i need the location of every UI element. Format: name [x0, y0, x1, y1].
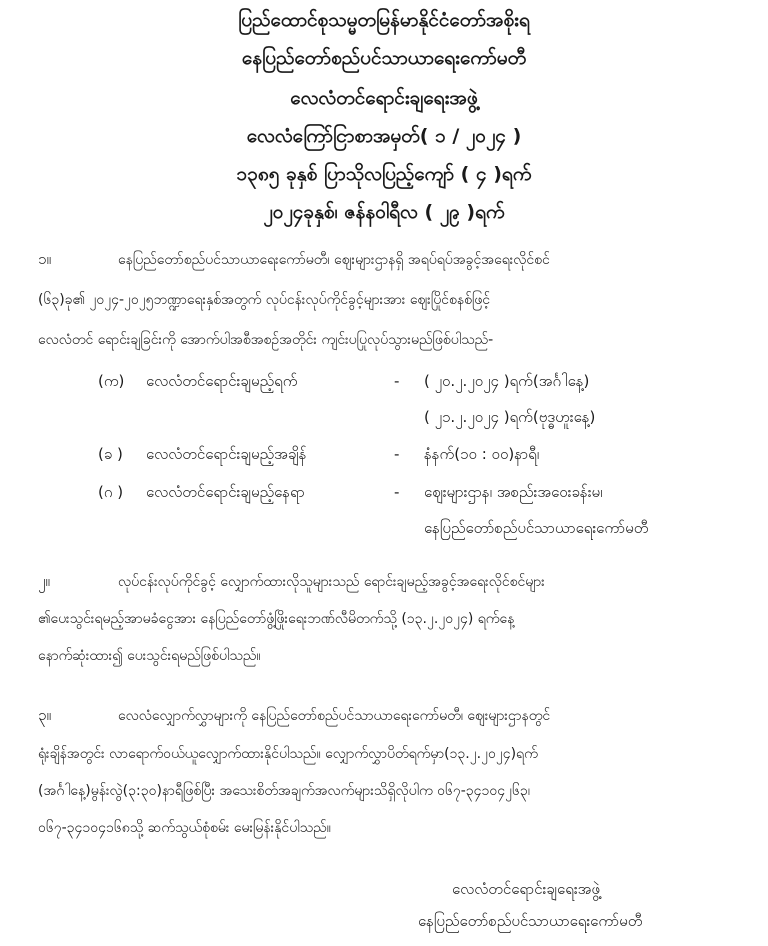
paragraph-2-line-3: နောက်ဆုံးထား၍ ပေးသွင်းရမည်ဖြစ်ပါသည်။ [38, 648, 261, 664]
paragraph-1-line-3: လေလံတင် ရောင်းချခြင်းကို အောက်ပါအစီအစဉ်အတိုင်း ကျင်းပပြုလုပ်သွားမည်ဖြစ်ပါသည်- [38, 332, 494, 348]
schedule-row [98, 443, 758, 465]
schedule-row [98, 370, 758, 392]
schedule-list [98, 370, 758, 545]
schedule-dash: - [394, 483, 400, 501]
schedule-label: (က) [98, 372, 125, 390]
header-committee: နေပြည်တော်စည်ပင်သာယာရေးကော်မတီ [241, 47, 527, 69]
schedule-value: ( ၂၀.၂.၂၀၂၄ )ရက်(အင်္ဂါနေ့) [424, 372, 590, 390]
paragraph-3-number: ၃။ [38, 706, 51, 724]
paragraph-1-line-2: (၆၃)ခု၏ ၂၀၂၄-၂၀၂၅ဘဏ္ဍာရေးနှစ်အတွက် လုပ်ငန်းလုပ်ကိုင်ခွင့်များအား ဈေးပြိုင်စနစ်ဖြင့် [38, 292, 491, 308]
header-auction-board: လေလံတင်ရောင်းချရေးအဖွဲ့ [290, 87, 478, 109]
signature-committee: နေပြည်တော်စည်ပင်သာယာရေးကော်မတီ [418, 912, 643, 930]
schedule-label: (ဂ ) [98, 483, 124, 501]
paragraph-3-line-4: ၀၆၇-၃၄၁၀၄၁၆၈သို့ ဆက်သွယ်စုံစမ်း မေးမြန်းနိုင်ပါသည်။ [38, 820, 331, 836]
schedule-row [98, 517, 758, 539]
paragraph-1-number: ၁။ [38, 250, 51, 268]
schedule-value: ( ၂၁.၂.၂၀၂၄ )ရက်(ဗုဒ္ဓဟူးနေ့) [424, 408, 596, 426]
schedule-row [98, 406, 758, 428]
header-government: ပြည်ထောင်စုသမ္မတမြန်မာနိုင်ငံတော်အစိုးရ [238, 9, 530, 31]
paragraph-2-line-2: ၏ပေးသွင်းရမည့်အာမခံငွေအား နေပြည်တော်ဖွံ့ဖြိုးရေးဘဏ်လီမိတက်သို့ (၁၃.၂.၂၀၂၄) ရက်နေ့ [38, 611, 515, 627]
schedule-value: နံနက်(၁၀ : ၀၀)နာရီ၊ [424, 445, 540, 463]
schedule-item: လေလံတင်ရောင်းချမည့်ရက် [146, 372, 298, 390]
paragraph-2-number: ၂။ [38, 572, 50, 590]
paragraph-2-line-1: လုပ်ငန်းလုပ်ကိုင်ခွင့် လျှောက်ထားလိုသူများသည် ရောင်းချမည့်အခွင့်အရေးလိုင်စင်များ [118, 574, 545, 590]
paragraph-3-line-2: ရုံးချိန်အတွင်း လာရောက်ဝယ်ယူလျှောက်ထားနိုင်ပါသည်။ လျှောက်လွှာပိတ်ရက်မှာ(၁၃.၂.၂၀၂၄)ရက် [38, 746, 538, 762]
header-myanmar-date: ၁၃၈၅ ခုနှစ် ပြာသိုလပြည့်ကျော် ( ၄ )ရက် [236, 163, 532, 185]
schedule-label: (ခ ) [98, 445, 123, 463]
schedule-dash: - [394, 445, 400, 463]
header-notice-number: လေလံကြော်ငြာစာအမှတ်( ၁ / ၂၀၂၄ ) [246, 125, 522, 147]
paragraph-3-line-3: (အင်္ဂါနေ့)မွန်းလွဲ(၃:၃၀)နာရီဖြစ်ပြီး အသေးစိတ်အချက်အလက်များသိရှိလိုပါက ၀၆၇-၃၄၁၀၄၂၆၃၊ [38, 783, 531, 799]
schedule-item: လေလံတင်ရောင်းချမည့်နေရာ [146, 483, 305, 501]
schedule-row [98, 481, 758, 503]
schedule-value: နေပြည်တော်စည်ပင်သာယာရေးကော်မတီ [424, 519, 649, 537]
paragraph-3-line-1: လေလံလျှောက်လွှာများကို နေပြည်တော်စည်ပင်သာယာရေးကော်မတီ၊ ဈေးများဌာနတွင် [118, 708, 551, 724]
schedule-dash: - [394, 372, 400, 390]
signature-board: လေလံတင်ရောင်းချရေးအဖွဲ့ [452, 880, 600, 898]
header-gregorian-date: ၂၀၂၄ခုနှစ်၊ ဇန်နဝါရီလ ( ၂၉ )ရက် [263, 201, 505, 223]
schedule-value: ဈေးများဌာန၊ အစည်းအဝေးခန်းမ၊ [424, 483, 603, 501]
schedule-item: လေလံတင်ရောင်းချမည့်အချိန် [146, 445, 307, 463]
paragraph-1-line-1: နေပြည်တော်စည်ပင်သာယာရေးကော်မတီ၊ ဈေးများဌာနရှိ အရပ်ရပ်အခွင့်အရေးလိုင်စင် [118, 252, 550, 268]
